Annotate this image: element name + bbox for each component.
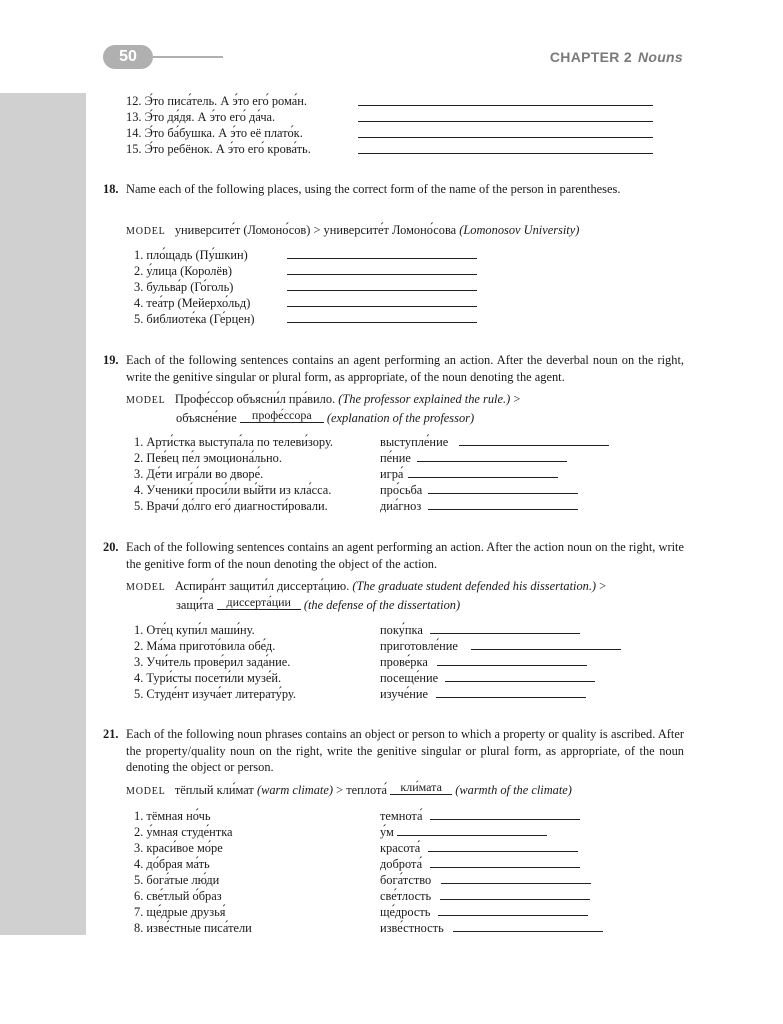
- page-number: 50: [103, 45, 153, 69]
- list-item: 1. Оте́ц купи́л маши́ну.: [134, 623, 255, 637]
- answer-line[interactable]: [287, 274, 477, 275]
- deverbal-noun: пе́ние: [380, 451, 411, 465]
- list-item: 4. Ученики́ проси́ли вы́йти из кла́сса.: [134, 483, 332, 497]
- quality-noun: доброта́: [380, 857, 423, 871]
- answer-line[interactable]: [430, 819, 580, 820]
- answer-line[interactable]: [453, 931, 603, 932]
- list-item: 2. у́мная студе́нтка: [134, 825, 233, 839]
- list-item: 8. изве́стные писа́тели: [134, 921, 252, 935]
- answer-line[interactable]: [287, 322, 477, 323]
- model-example: MODEL тёплый кли́мат (warm climate) > теплота́ кли́мата (warmth of the climate): [126, 780, 572, 797]
- model-example: MODEL Профе́ссор объясни́л пра́вило. (The professor explained the rule.) >: [126, 392, 521, 406]
- list-item: 2. Пев́ец пе́л эмоциона́льно.: [134, 451, 282, 465]
- list-item: 14. Э́то ба́бушка. А э́то её плато́к.: [126, 126, 303, 140]
- exercise-instruction: 19. Each of the following sentences contains an agent performing an action. After the deverbal noun on the right, write the genitive singular or plural form, as appropriate, of the noun denoting the agent.: [103, 353, 684, 384]
- list-item: 2. Ма́ма пригото́вила обе́д.: [134, 639, 276, 653]
- answer-line[interactable]: [428, 509, 578, 510]
- answer-line[interactable]: [358, 105, 653, 106]
- quality-noun: темнота́: [380, 809, 423, 823]
- list-item: 13. Э́то дя́дя. А э́то его́ да́ча.: [126, 110, 276, 124]
- answer-line[interactable]: [287, 290, 477, 291]
- model-fill: кли́мата: [390, 781, 452, 795]
- list-item: 1. тёмная но́чь: [134, 809, 211, 823]
- exercise-instruction: 21. Each of the following noun phrases contains an object or person to which a property or quality is ascribed. After the property/quality noun on the right, write the genitive singular or plural form, as appropriate, of the noun denoting the object or person.: [103, 727, 684, 774]
- model-example: MODEL университе́т (Ломоно́сов) > университе́т Ломоно́сова (Lomonosov University): [126, 223, 580, 237]
- answer-line[interactable]: [358, 137, 653, 138]
- list-item: 4. Тури́сты посети́ли музе́й.: [134, 671, 282, 685]
- deverbal-noun: выступле́ние: [380, 435, 449, 449]
- answer-line[interactable]: [417, 461, 567, 462]
- action-noun: посеще́ние: [380, 671, 439, 685]
- answer-line[interactable]: [438, 915, 588, 916]
- answer-line[interactable]: [287, 306, 477, 307]
- answer-line[interactable]: [358, 121, 653, 122]
- list-item: 12. Э́то писа́тель. А э́то его́ рома́н.: [126, 94, 307, 108]
- answer-line[interactable]: [436, 697, 586, 698]
- list-item: 1. пло́щадь (Пу́шкин): [134, 248, 248, 262]
- model-example: MODEL Аспира́нт защити́л диссерта́цию. (The graduate student defended his dissertation.) >: [126, 579, 607, 593]
- side-margin-bar: [0, 93, 86, 935]
- header-rule: [153, 56, 223, 58]
- answer-line[interactable]: [445, 681, 595, 682]
- chapter-topic: Nouns: [637, 49, 683, 65]
- exercise-instruction: 20. Each of the following sentences contains an agent performing an action. After the action noun on the right, write the genitive form of the noun denoting the object of the action.: [103, 540, 684, 571]
- answer-line[interactable]: [430, 867, 580, 868]
- list-item: 3. краси́вое мо́ре: [134, 841, 223, 855]
- answer-line[interactable]: [408, 477, 558, 478]
- model-answer: объясне́ние профе́ссора (explanation of the professor): [176, 408, 475, 425]
- list-item: 5. Студе́нт изуча́ет литерату́ру.: [134, 687, 296, 701]
- list-item: 4. до́брая ма́ть: [134, 857, 210, 871]
- model-fill: диссерта́ции: [217, 596, 301, 610]
- answer-line[interactable]: [437, 665, 587, 666]
- answer-line[interactable]: [441, 883, 591, 884]
- running-head: [550, 49, 683, 65]
- answer-line[interactable]: [397, 835, 547, 836]
- list-item: 7. ще́дрые друзья́: [134, 905, 226, 919]
- list-item: 1. Арти́стка выступа́ла по телеви́зору.: [134, 435, 334, 449]
- list-item: 5. Врачи́ до́лго его́ диагности́ровали.: [134, 499, 328, 513]
- deverbal-noun: игра́: [380, 467, 404, 481]
- answer-line[interactable]: [287, 258, 477, 259]
- quality-noun: красота́: [380, 841, 421, 855]
- answer-line[interactable]: [358, 153, 653, 154]
- deverbal-noun: диа́гноз: [380, 499, 422, 513]
- action-noun: изуче́ние: [380, 687, 428, 701]
- list-item: 6. све́тлый о́браз: [134, 889, 222, 903]
- answer-line[interactable]: [471, 649, 621, 650]
- action-noun: поку́пка: [380, 623, 423, 637]
- quality-noun: у́м: [380, 825, 394, 839]
- answer-line[interactable]: [428, 851, 578, 852]
- list-item: 3. Учи́тель прове́рил зада́ние.: [134, 655, 291, 669]
- list-item: 5. библиоте́ка (Ге́рцен): [134, 312, 255, 326]
- quality-noun: бога́тство: [380, 873, 432, 887]
- exercise-instruction: 18. Name each of the following places, using the correct form of the name of the person in parentheses.: [103, 182, 621, 196]
- answer-line[interactable]: [428, 493, 578, 494]
- list-item: 4. теа́тр (Мейерхо́льд): [134, 296, 251, 310]
- quality-noun: ще́дрость: [380, 905, 431, 919]
- quality-noun: све́тлость: [380, 889, 432, 903]
- deverbal-noun: про́сьба: [380, 483, 423, 497]
- answer-line[interactable]: [459, 445, 609, 446]
- list-item: 3. бульва́р (Го́голь): [134, 280, 234, 294]
- list-item: 5. бога́тые лю́ди: [134, 873, 220, 887]
- answer-line[interactable]: [430, 633, 580, 634]
- answer-line[interactable]: [440, 899, 590, 900]
- model-answer: защи́та диссерта́ции (the defense of the dissertation): [176, 595, 461, 612]
- chapter-label: CHAPTER 2: [549, 49, 632, 65]
- model-fill: профе́ссора: [240, 409, 324, 423]
- list-item: 15. Э́то ребёнок. А э́то его́ крова́ть.: [126, 142, 311, 156]
- quality-noun: изве́стность: [380, 921, 444, 935]
- list-item: 2. у́лица (Королёв): [134, 264, 232, 278]
- action-noun: приготовле́ние: [380, 639, 458, 653]
- action-noun: прове́рка: [380, 655, 428, 669]
- list-item: 3. Де́ти игра́ли во дворе́.: [134, 467, 264, 481]
